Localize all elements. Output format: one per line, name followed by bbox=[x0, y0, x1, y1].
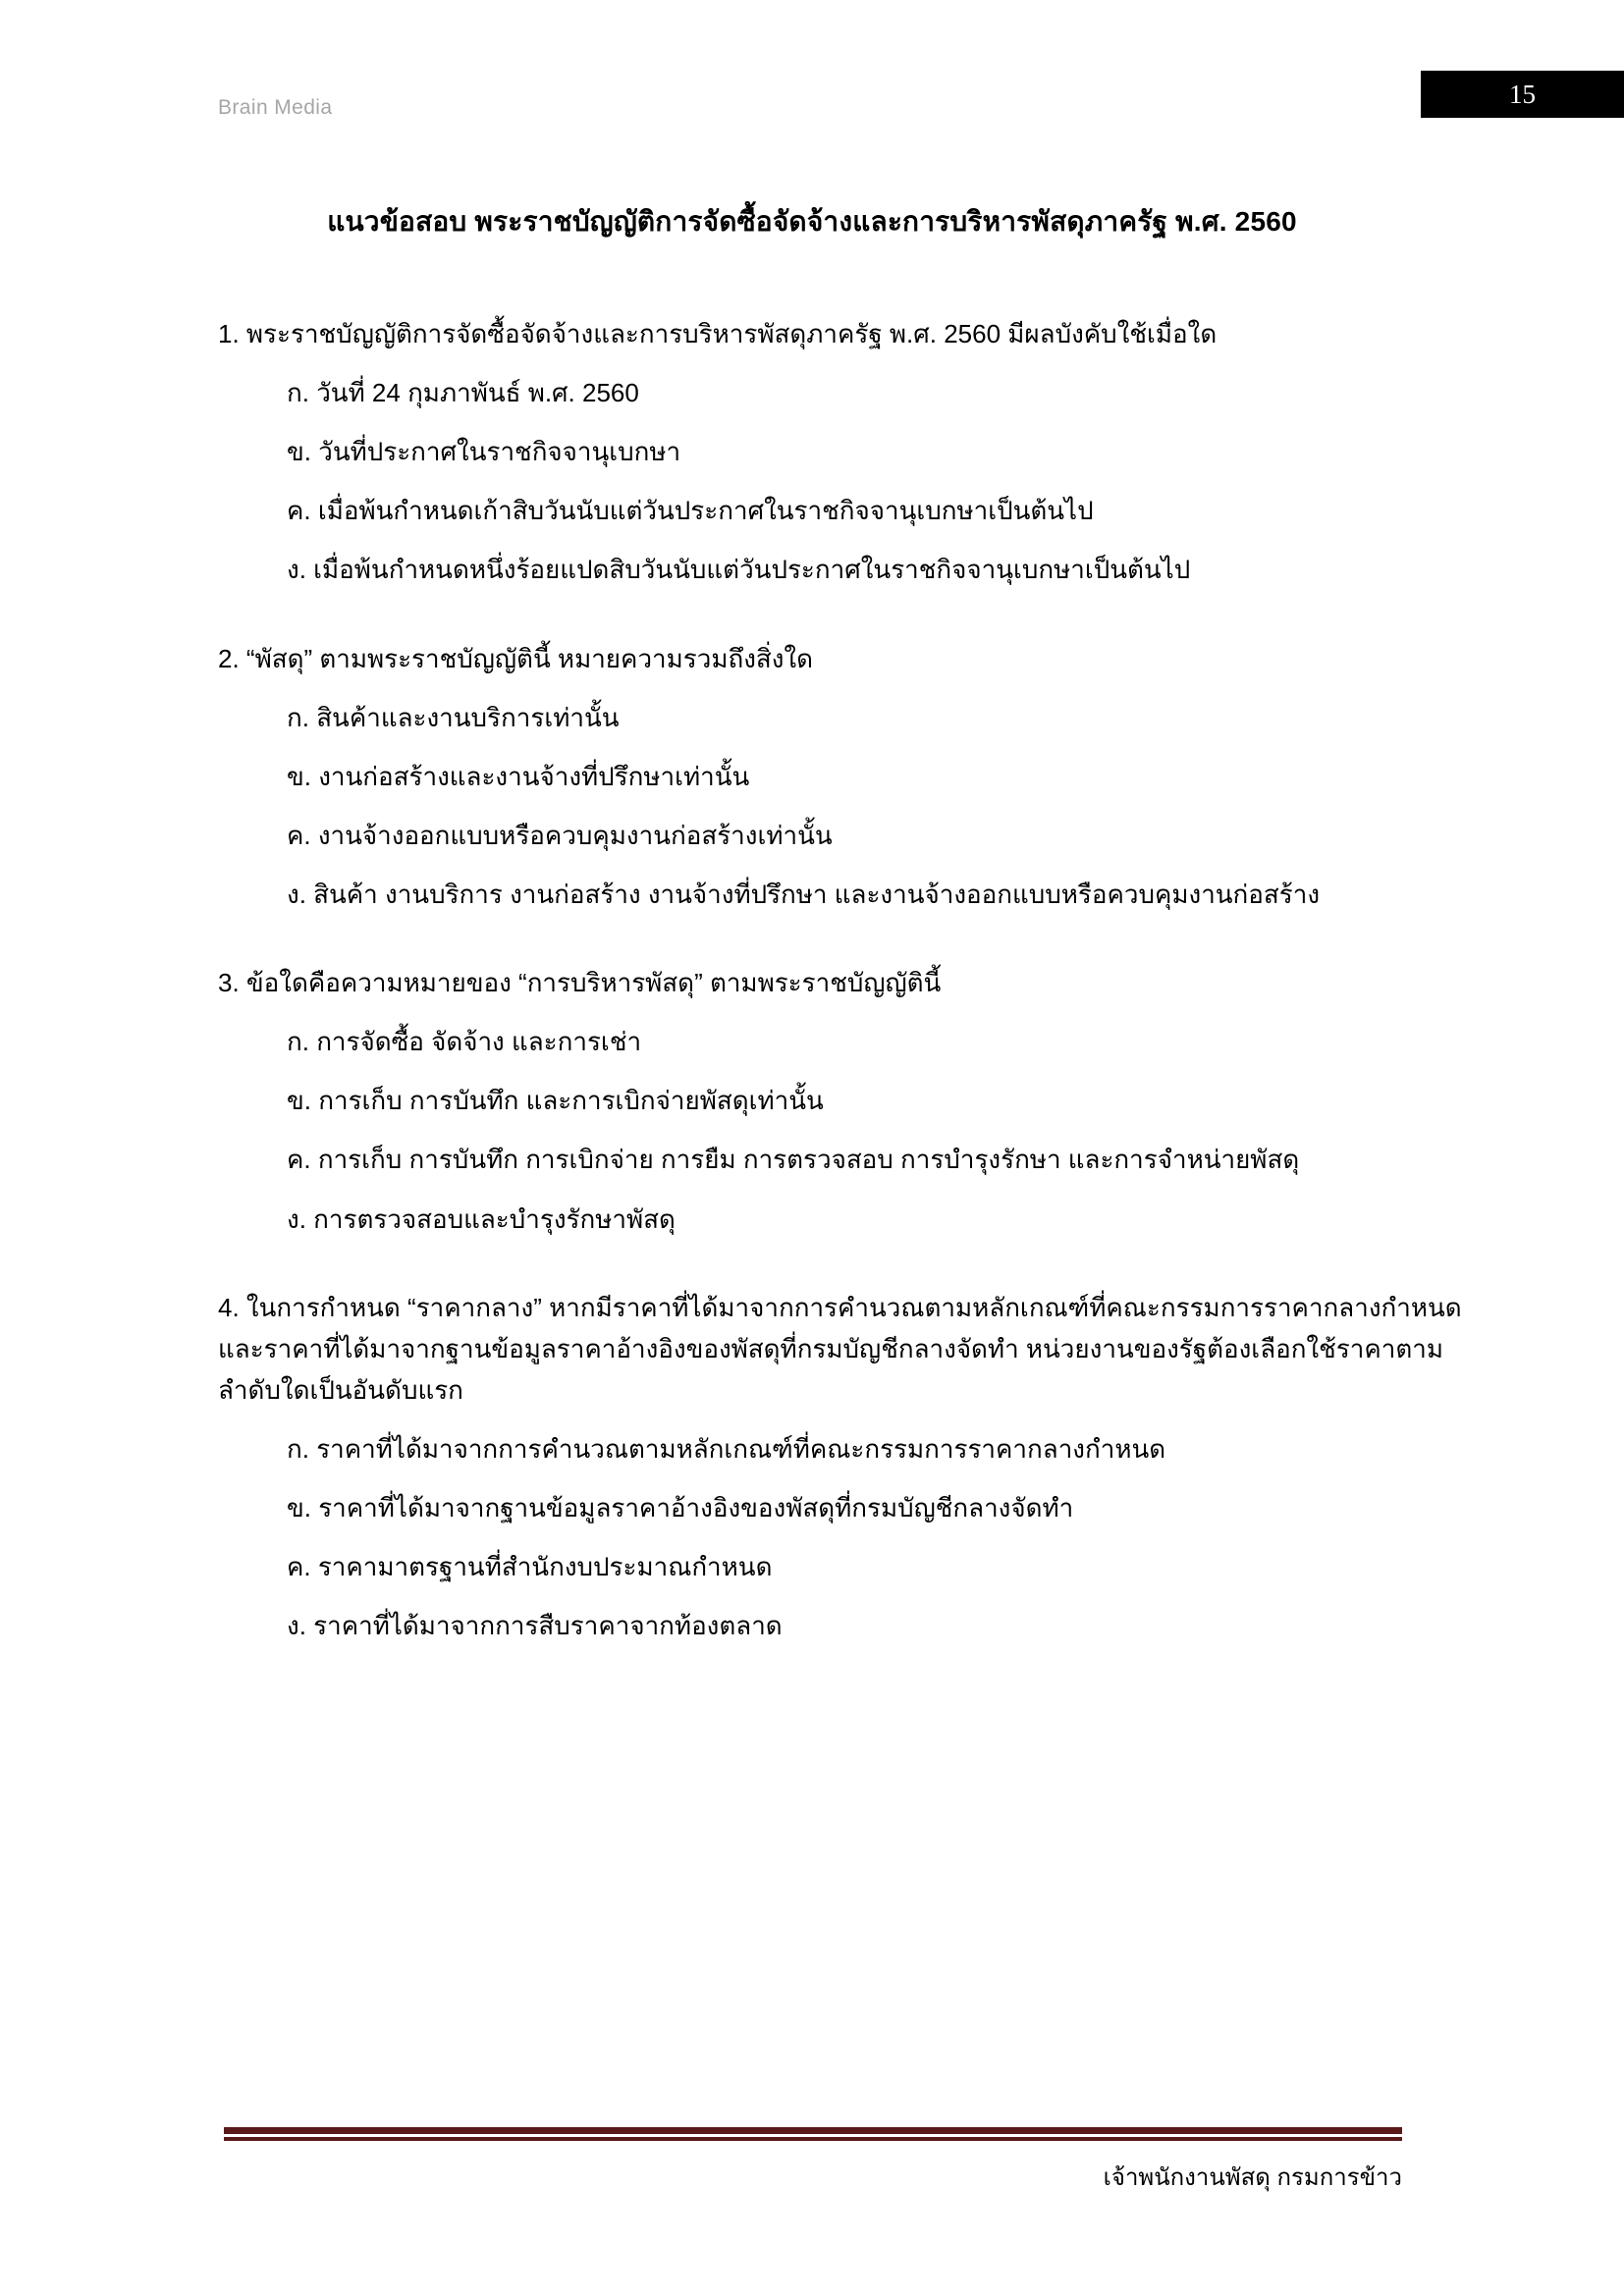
question-stem: 3. ข้อใดคือความหมายของ “การบริหารพัสดุ” ตามพระราชบัญญัตินี้ bbox=[218, 968, 942, 998]
question-stem: 2. “พัสดุ” ตามพระราชบัญญัตินี้ หมายความรวมถึงสิ่งใด bbox=[218, 643, 814, 673]
choice-option[interactable]: ข. ราคาที่ได้มาจากฐานข้อมูลราคาอ้างอิงของพัสดุที่กรมบัญชีกลางจัดทำ bbox=[287, 1493, 1074, 1523]
choice-option[interactable]: ก. สินค้าและงานบริการเท่านั้น bbox=[287, 702, 620, 732]
choice-option[interactable]: ค. งานจ้างออกแบบหรือควบคุมงานก่อสร้างเท่านั้น bbox=[287, 820, 833, 850]
choice-option[interactable]: ข. การเก็บ การบันทึก และการเบิกจ่ายพัสดุเท่านั้น bbox=[287, 1086, 824, 1116]
question-block bbox=[0, 638, 1624, 916]
document-body bbox=[0, 147, 1624, 1646]
question-stem: 4. ในการกำหนด “ราคากลาง” หากมีราคาที่ได้มาจากการคำนวณตามหลักเกณฑ์ที่คณะกรรมการราคากลางกำหนด และราคาที่ได้มาจากฐานข้อมูลราคาอ้างอิงของพัสดุที่กรมบัญชีกลางจัดทำ หน่วยงานของรัฐต้องเลือกใช้ราคาตามลำดับใดเป็นอันดับแรก bbox=[218, 1292, 1462, 1405]
choice-option[interactable]: ค. ราคามาตรฐานที่สำนักงบประมาณกำหนด bbox=[287, 1552, 773, 1582]
page-header bbox=[0, 0, 1624, 147]
question-stem: 1. พระราชบัญญัติการจัดซื้อจัดจ้างและการบริหารพัสดุภาครัฐ พ.ศ. 2560 มีผลบังคับใช้เมื่อใด bbox=[218, 319, 1218, 348]
footer-label: เจ้าพนักงานพัสดุ กรมการข้าว bbox=[1103, 2164, 1402, 2191]
question-block bbox=[0, 1287, 1624, 1647]
brand-label: Brain Media bbox=[218, 96, 333, 119]
choice-list bbox=[218, 697, 1477, 915]
choice-option[interactable]: ง. การตรวจสอบและบำรุงรักษาพัสดุ bbox=[287, 1203, 676, 1234]
page-footer bbox=[0, 2011, 1624, 2296]
footer-divider bbox=[224, 2127, 1402, 2141]
choice-option[interactable]: ก. วันที่ 24 กุมภาพันธ์ พ.ศ. 2560 bbox=[287, 378, 639, 408]
choice-list bbox=[218, 1428, 1477, 1646]
choice-option[interactable]: ค. การเก็บ การบันทึก การเบิกจ่าย การยืม การตรวจสอบ การบำรุงรักษา และการจำหน่ายพัสดุ bbox=[287, 1145, 1300, 1175]
choice-option[interactable]: ก. ราคาที่ได้มาจากการคำนวณตามหลักเกณฑ์ที่คณะกรรมการราคากลางกำหนด bbox=[287, 1433, 1166, 1464]
question-block bbox=[0, 313, 1624, 591]
choice-option[interactable]: ค. เมื่อพ้นกำหนดเก้าสิบวันนับแต่วันประกาศในราชกิจจานุเบกษาเป็นต้นไป bbox=[287, 496, 1094, 526]
choice-list bbox=[218, 372, 1477, 590]
choice-option[interactable]: ง. ราคาที่ได้มาจากการสืบราคาจากท้องตลาด bbox=[287, 1611, 783, 1641]
document-title: แนวข้อสอบ พระราชบัญญัติการจัดซื้อจัดจ้างและการบริหารพัสดุภาครัฐ พ.ศ. 2560 bbox=[327, 206, 1297, 237]
page-number-badge bbox=[1421, 71, 1624, 118]
choice-list bbox=[218, 1021, 1477, 1239]
choice-option[interactable]: ข. วันที่ประกาศในราชกิจจานุเบกษา bbox=[287, 437, 681, 467]
choice-option[interactable]: ง. เมื่อพ้นกำหนดหนึ่งร้อยแปดสิบวันนับแต่วันประกาศในราชกิจจานุเบกษาเป็นต้นไป bbox=[287, 555, 1191, 585]
page-number-label: 15 bbox=[1509, 80, 1536, 109]
choice-option[interactable]: ง. สินค้า งานบริการ งานก่อสร้าง งานจ้างที่ปรึกษา และงานจ้างออกแบบหรือควบคุมงานก่อสร้าง bbox=[287, 879, 1321, 909]
choice-option[interactable]: ข. งานก่อสร้างและงานจ้างที่ปรึกษาเท่านั้น bbox=[287, 761, 750, 791]
question-block bbox=[0, 962, 1624, 1240]
choice-option[interactable]: ก. การจัดซื้อ จัดจ้าง และการเช่า bbox=[287, 1027, 642, 1057]
